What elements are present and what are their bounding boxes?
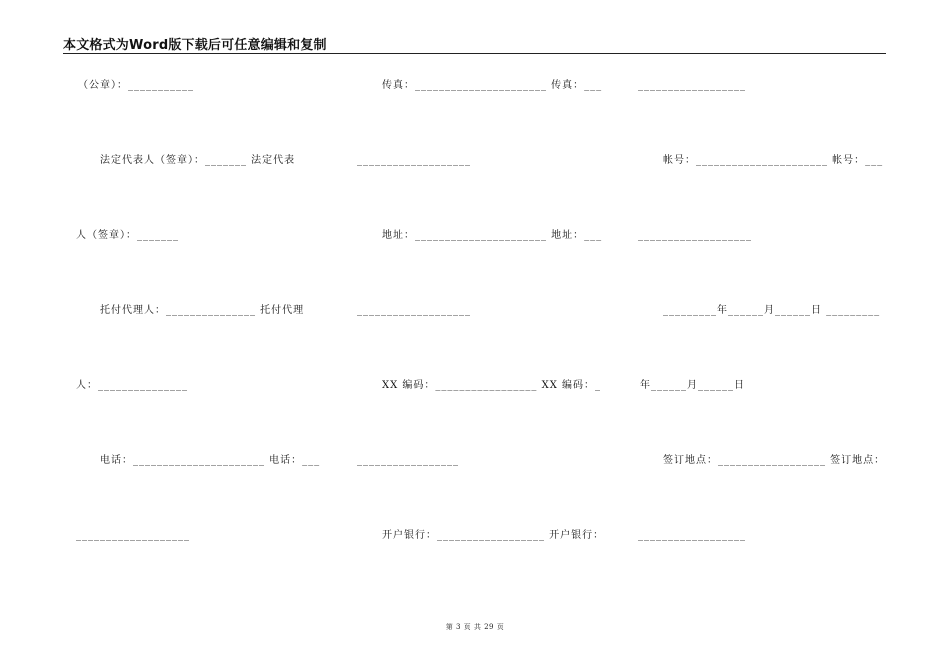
- phone-field: 电话：______________________ 电话：___: [100, 455, 321, 466]
- page-header: [63, 34, 886, 54]
- phone-blank: _________________: [357, 455, 459, 466]
- fax-field: 传真：______________________ 传真：___: [382, 80, 603, 91]
- address-field: 地址：______________________ 地址：___: [382, 230, 603, 241]
- bank-field: 开户银行：__________________ 开户银行：: [382, 530, 605, 541]
- legal-rep-field: 法定代表人（签章）：_______ 法定代表: [100, 155, 296, 166]
- agent-cont: 人：_______________: [76, 380, 188, 391]
- bank-blank-right: __________________: [638, 530, 746, 541]
- postcode-field: XX 编码：_________________ XX 编码：_: [382, 380, 602, 391]
- seal-field-left: （公章）：___________: [78, 80, 194, 91]
- page-number: 第 3 页 共 29 页: [445, 623, 505, 631]
- agent-field: 托付代理人：_______________ 托付代理: [100, 305, 305, 316]
- signing-place-field: 签订地点：__________________ 签订地点：: [663, 455, 886, 466]
- header-title: 本文格式为Word版下载后可任意编辑和复制: [63, 38, 327, 53]
- date-field-cont: 年______月______日: [640, 380, 745, 391]
- legal-rep-sign-cont: 人（签章）：_______: [76, 230, 179, 241]
- account-field: 帐号：______________________ 帐号：___: [663, 155, 884, 166]
- date-field-right: _________年______月______日 _________: [663, 305, 881, 316]
- agent-blank: ___________________: [357, 305, 471, 316]
- legal-rep-blank: ___________________: [357, 155, 471, 166]
- fax-blank-right: __________________: [638, 80, 746, 91]
- phone-blank-left: ___________________: [76, 530, 190, 541]
- address-blank-right: ___________________: [638, 230, 752, 241]
